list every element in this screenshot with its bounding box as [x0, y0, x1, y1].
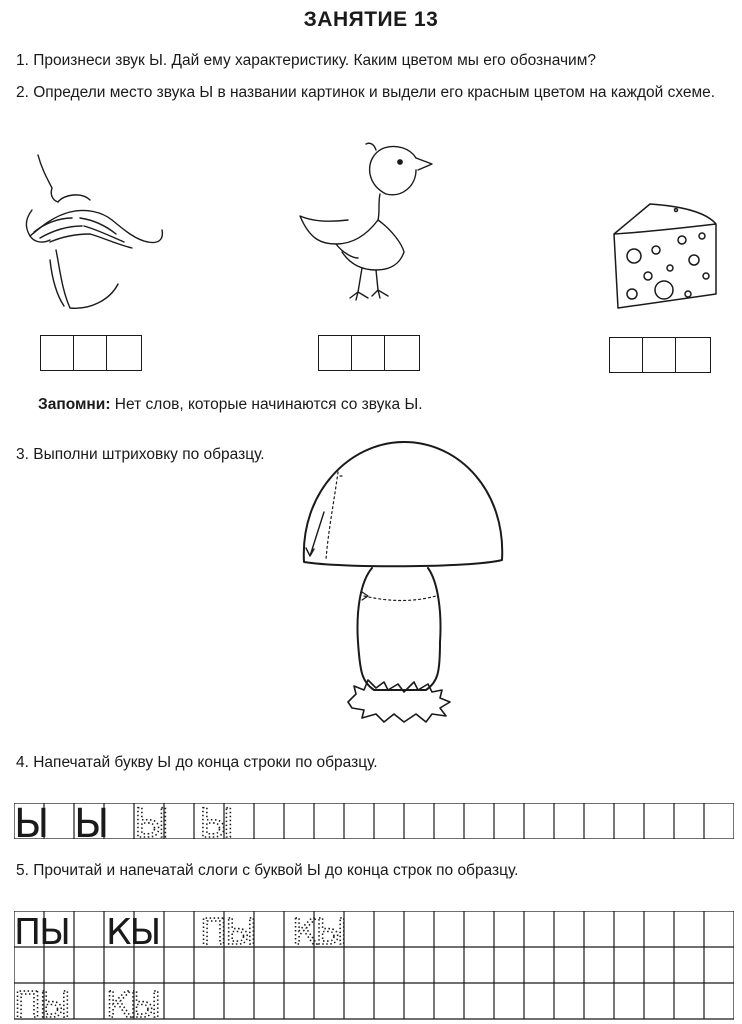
sample-syllable: КЫ: [106, 912, 160, 953]
remember-label: Запомни:: [38, 396, 111, 413]
scheme-cell[interactable]: [352, 336, 385, 370]
page-title: ЗАНЯТИЕ 13: [303, 8, 439, 31]
scheme-cell[interactable]: [643, 338, 676, 372]
task-4-text: 4. Напечатай букву Ы до конца строки по образцу.: [16, 754, 378, 771]
trace-syllable: ПЫ: [200, 912, 255, 953]
task-3-text: 3. Выполни штриховку по образцу.: [16, 446, 265, 463]
task-5-text: 5. Прочитай и напечатай слоги с буквой Ы до конца строк по образцу.: [16, 862, 519, 879]
mustache-icon: [20, 150, 170, 315]
scheme-cell[interactable]: [107, 336, 140, 370]
letter-writing-row[interactable]: [14, 803, 734, 839]
scheme-cell[interactable]: [610, 338, 643, 372]
trace-syllable: КЫ: [106, 985, 160, 1021]
trace-letter: Ы: [199, 803, 235, 839]
sample-letter: Ы: [74, 803, 110, 839]
task-2-text: 2. Определи место звука Ы в названии картинок и выдели его красным цветом на каждой схеме.: [16, 84, 716, 101]
sample-syllable: ПЫ: [14, 912, 69, 953]
sound-scheme-3[interactable]: [609, 337, 711, 373]
scheme-cell[interactable]: [385, 336, 418, 370]
scheme-cell[interactable]: [74, 336, 107, 370]
trace-syllable: ПЫ: [14, 985, 69, 1021]
mushroom-icon: [300, 432, 510, 732]
cheese-icon: [610, 198, 720, 313]
sample-letter: Ы: [14, 803, 50, 839]
remember-text: Нет слов, которые начинаются со звука Ы.: [114, 396, 423, 413]
scheme-cell[interactable]: [319, 336, 352, 370]
trace-letter: Ы: [134, 803, 170, 839]
syllable-writing-grid[interactable]: [14, 911, 734, 1021]
task-1-text: 1. Произнеси звук Ы. Дай ему характеристику. Каким цветом мы его обозначим?: [16, 52, 596, 69]
remember-note: [38, 396, 423, 414]
scheme-cell[interactable]: [676, 338, 709, 372]
trace-syllable: КЫ: [292, 912, 346, 953]
sound-scheme-2[interactable]: [318, 335, 420, 371]
scheme-cell[interactable]: [41, 336, 74, 370]
sound-scheme-1[interactable]: [40, 335, 142, 371]
chick-icon: [292, 140, 442, 310]
